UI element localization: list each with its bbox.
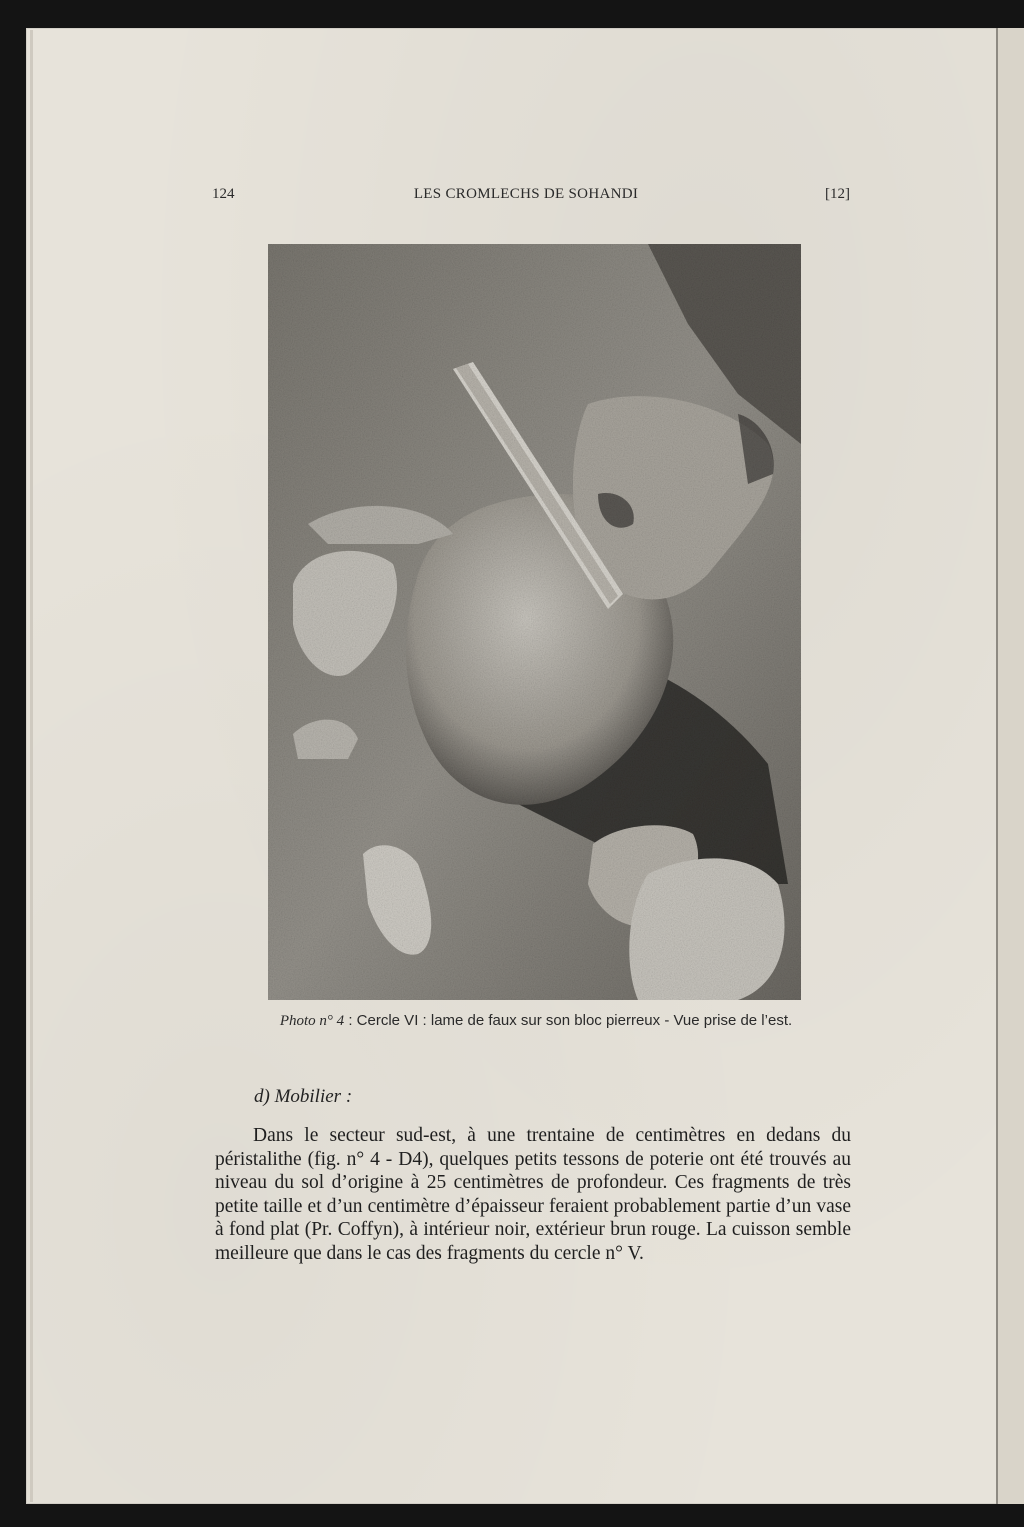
caption-label: Photo n° 4 (279, 1013, 345, 1029)
section-heading: d) Mobilier : (254, 1086, 353, 1107)
photograph (268, 244, 801, 1000)
page-edge (30, 30, 33, 1502)
figure-caption (200, 1012, 872, 1030)
page-number: 124 (212, 186, 235, 202)
photo-illustration (268, 244, 801, 1000)
page-reference: [12] (825, 186, 850, 202)
facing-page-edge (996, 28, 1024, 1504)
body-paragraph: Dans le secteur sud-est, à une trentaine de centimètres en dedans du péristalithe (fig. n° 4 - D4), quelques petits tessons de poterie ont été trouvés au niveau du sol d’origine à 25 centimètres de profondeur. Ces fragments de très petite taille et d’un centimètre d’épaisseur feraient probablement partie d’un vase à fond plat (Pr. Coffyn), à intérieur noir, extérieur brun rouge. La cuisson semble meilleure que dans le cas des fragments du cercle n° V. (215, 1125, 851, 1264)
running-head (200, 186, 852, 208)
running-title: LES CROMLECHS DE SOHANDI (413, 186, 639, 202)
caption-text: : Cercle VI : lame de faux sur son bloc pierreux - Vue prise de l’est. (344, 1012, 793, 1029)
